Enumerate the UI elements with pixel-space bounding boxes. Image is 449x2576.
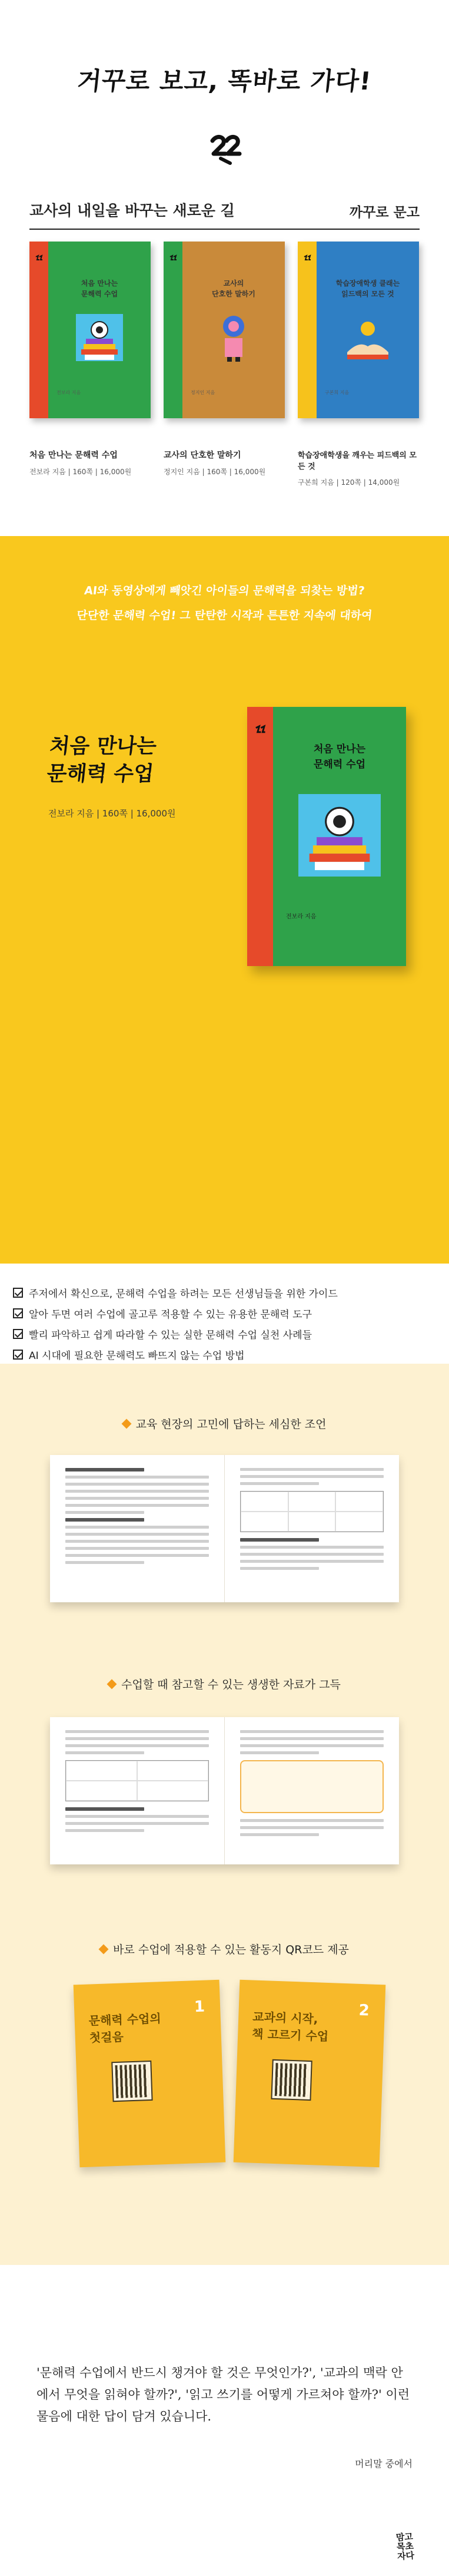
text-line [240,1730,384,1733]
text-line [65,1540,209,1543]
checkbox-icon [13,1350,23,1360]
book-info [164,449,287,477]
worksheet-title [252,2009,330,2045]
section-heading-text: 바로 수업에 적용할 수 있는 활동지 QR코드 제공 [113,1943,349,1956]
book-title[interactable]: 처음 만나는 문해력 수업 [29,451,118,460]
cover-title-line: 처음 만나는 [313,743,366,755]
text-line [65,1737,209,1740]
checklist-text: AI 시대에 필요한 문해력도 빠뜨지 않는 수업 방법 [29,1350,245,1362]
hands-illustration-icon [341,311,394,364]
cover-title-line: 문해력 수업 [313,758,366,771]
text-line [65,1554,209,1557]
book-meta: 정지인 지음 | 160쪽 | 16,000원 [164,468,266,476]
text-line [240,1468,384,1471]
publisher-logo-line: 맘고 [395,2531,414,2544]
cover-title [273,742,406,772]
text-line [240,1475,384,1478]
text-line [240,1567,319,1570]
feature-question: AI와 동영상에게 빼앗긴 아이들의 문해력을 되찾는 방법? [84,584,365,597]
text-line [65,1526,209,1529]
text-line [240,1560,384,1563]
worksheet-title [88,2010,162,2046]
checklist-item [13,1344,338,1365]
book-info [29,449,153,477]
cover-title [48,278,151,299]
text-line [65,1807,144,1811]
qr-code-icon[interactable] [112,2062,151,2101]
series-tagline: 교사의 내일을 바꾸는 새로운 길 [29,202,235,219]
feature-question: 단단한 문해력 수업! 그 탄탄한 시작과 튼튼한 지속에 대하여 [76,609,373,622]
book-spine [298,242,317,418]
text-line [65,1483,209,1486]
book-front [273,707,406,966]
cover-author: 전보라 지음 [56,390,81,395]
note-box [240,1760,384,1813]
feature-title-line: 문해력 수업 [45,762,155,786]
publisher-logo-icon [209,133,242,166]
text-line [240,1546,384,1549]
figure-illustration-icon [207,311,260,364]
cover-title-line: 처음 만나는 [81,279,118,287]
qr-code-icon[interactable] [272,2061,311,2099]
worksheet-page [234,1980,386,2167]
logo-icon [303,254,311,263]
book-meta: 전보라 지음 | 160쪽 | 16,000원 [29,468,132,476]
inside-pages-section [0,1364,449,2265]
checkbox-icon [13,1308,23,1318]
checklist-text: 빨리 파악하고 쉽게 따라할 수 있는 실한 문해력 수업 실천 사례들 [29,1330,312,1341]
text-line [65,1561,144,1564]
publisher-logo-line: 목초 [396,2540,414,2552]
feature-title [45,733,158,789]
diamond-bullet-icon [121,1418,131,1428]
text-line [65,1751,144,1754]
checklist-text: 주저에서 확신으로, 문해력 수업을 하려는 모든 선생님들을 위한 가이드 [29,1288,338,1300]
text-line [65,1511,144,1514]
worksheet-page [74,1980,226,2167]
cover-author: 정지인 지음 [191,390,215,395]
cover-title [182,278,285,299]
diamond-bullet-icon [99,1944,109,1954]
left-page [50,1455,224,1602]
feature-book-section [0,536,449,1264]
text-line [240,1819,384,1822]
text-line [240,1744,384,1747]
book-spine [29,242,48,418]
text-line [65,1490,209,1493]
divider [29,229,420,230]
checkbox-icon [13,1288,23,1298]
book-spine [164,242,182,418]
right-page [224,1455,399,1602]
cover-author: 전보라 지음 [286,914,317,920]
section-heading-text: 교육 현장의 고민에 답하는 세심한 조언 [135,1418,327,1431]
table-graphic [65,1760,209,1801]
right-page [224,1717,399,1864]
series-row [29,199,420,223]
text-line [240,1538,319,1542]
publisher-logo [395,2532,414,2561]
book-meta: 구본희 지음 | 120쪽 | 14,000원 [298,478,400,487]
text-line [65,1476,209,1479]
section-heading [0,1676,449,1692]
text-line [65,1468,144,1471]
checklist-item [13,1282,338,1303]
text-line [65,1547,209,1550]
text-line [240,1826,384,1829]
quote-section [0,2274,449,2576]
text-line [65,1822,209,1825]
checklist [13,1282,338,1365]
book-info [298,449,421,487]
text-line [65,1497,209,1500]
cover-title-line: 읽드백의 모든 것 [341,290,394,298]
worksheet-pages [77,1982,383,2171]
text-line [240,1482,319,1485]
text-line [65,1518,144,1522]
table-graphic [240,1491,384,1532]
text-line [240,1751,319,1754]
feature-meta: 전보라 지음 | 160쪽 | 16,000원 [48,808,176,819]
section-heading [0,1416,449,1431]
book-cover[interactable] [298,242,419,418]
worksheet-number: 2 [358,2001,370,2020]
feature-title-line: 처음 만나는 [48,735,158,758]
book-stack-illustration-icon [298,794,381,877]
worksheet-number: 1 [194,1998,205,2016]
cover-author: 구본희 지음 [325,390,350,395]
publisher-logo-line: 자다 [397,2549,415,2562]
book-cover[interactable] [164,242,285,418]
checklist-text: 알아 두면 여러 수업에 골고루 적용할 수 있는 유용한 문해력 도구 [29,1309,312,1321]
logo-icon [35,254,43,263]
slogan: 거꾸로 보고, 똑바로 가다! [75,67,373,95]
book-title[interactable]: 학습장애학생을 깨우는 피드백의 모든 것 [298,451,417,471]
checklist-item [13,1303,338,1324]
book-front [182,242,285,418]
text-line [65,1504,209,1507]
section-heading-text: 수업할 때 참고할 수 있는 생생한 자료가 그득 [121,1678,341,1691]
feature-book-cover[interactable] [247,707,406,966]
text-line [65,1815,209,1818]
series-brand: 까꾸로 문고 [349,205,420,220]
text-line [65,1730,209,1733]
text-line [240,1833,319,1836]
text-line [65,1744,209,1747]
checkbox-icon [13,1329,23,1339]
logo-icon [254,725,266,736]
book-cover[interactable] [29,242,151,418]
page-spread-preview [50,1455,399,1602]
cover-title-line: 단호한 말하기 [212,290,255,298]
logo-icon [169,254,177,263]
text-line [240,1553,384,1556]
worksheet-title-line: 교과의 시작, [252,2009,318,2026]
book-front [317,242,419,418]
worksheet-title-line: 문해력 수업의 [88,2011,162,2028]
preface-quote: '문해력 수업에서 반드시 챙겨야 할 것은 무엇인가?', '교과의 맥락 안에서 무엇을 읽혀야 할까?', '읽고 쓰기를 어떻게 가르쳐야 할까?' 이런 물음에 대한 답이 담겨 있습니다. [36,2366,410,2423]
page-spread-preview [50,1717,399,1864]
cover-title-line: 교사의 [223,279,244,287]
worksheet-title-line: 첫걸음 [89,2029,124,2045]
cover-title [317,278,419,299]
diamond-bullet-icon [107,1679,117,1689]
checklist-section [0,1264,449,1364]
checklist-item [13,1324,338,1344]
section-heading [0,1941,449,1957]
text-line [240,1737,384,1740]
cover-title-line: 학습장애학생 클래는 [335,279,400,287]
book-title[interactable]: 교사의 단호한 말하기 [164,451,241,460]
text-line [65,1533,209,1536]
text-line [65,1829,144,1832]
quote-source: 머리말 중에서 [355,2458,413,2469]
book-list [29,242,420,430]
left-page [50,1717,224,1864]
book-spine [247,707,273,966]
cover-title-line: 문해력 수업 [81,290,118,298]
book-front [48,242,151,418]
book-stack-illustration-icon [73,311,126,364]
worksheet-title-line: 책 고르기 수업 [251,2026,329,2044]
